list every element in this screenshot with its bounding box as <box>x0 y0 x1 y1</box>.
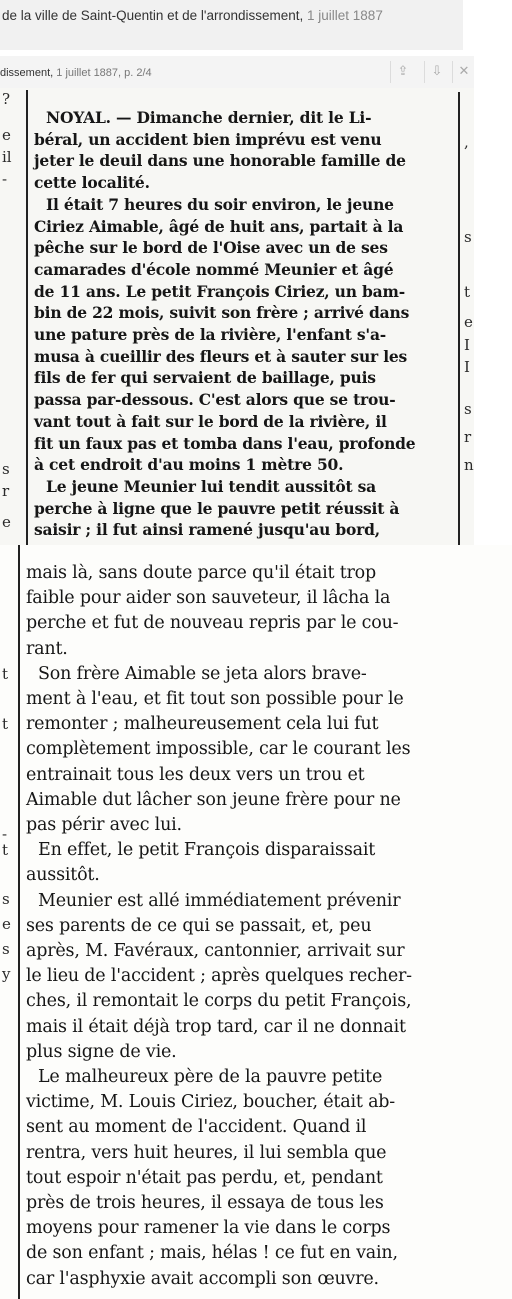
download-button[interactable] <box>424 61 449 83</box>
article-line: Le malheureux père de la pauvre petite <box>38 1067 383 1087</box>
article-line: perche et fut de nouveau repris par le cou- <box>26 613 399 634</box>
document-title <box>2 8 383 23</box>
article-line: fils de fer qui servaient de baillage, puis <box>34 368 376 388</box>
column-rule-left <box>18 545 20 1299</box>
close-icon: ✕ <box>458 64 470 79</box>
article-line: près de trois heures, il essaya de tous les <box>26 1193 384 1213</box>
article-line: plus signe de vie. <box>26 1041 177 1062</box>
margin-fragment: e <box>2 915 11 933</box>
margin-fragment: t <box>2 715 9 733</box>
article-line: entrainait tous les deux vers un trou et <box>26 764 365 785</box>
article-line: de 11 ans. Le petit François Ciriez, un bam- <box>34 281 405 301</box>
article-line: fit un faux pas et tomba dans l'eau, profonde <box>34 433 416 453</box>
article-line: Aimable dut lâcher son jeune frère pour ne <box>26 789 401 810</box>
clipping-source <box>0 67 152 79</box>
share-button[interactable] <box>390 61 415 83</box>
article-line: passa par-dessous. C'est alors que se trou- <box>34 390 396 410</box>
article-line: ches, il remontait le corps du petit François, <box>26 991 412 1012</box>
source-date-page: 1 juillet 1887, p. 2/4 <box>56 67 152 79</box>
article-line: camarades d'école nommé Meunier et âgé <box>34 259 394 279</box>
margin-fragment: , <box>464 133 469 151</box>
margin-fragment: s <box>2 940 10 958</box>
margin-fragment: s <box>2 460 10 478</box>
share-icon: ⇪ <box>397 64 409 79</box>
margin-fragment: e <box>2 513 11 531</box>
margin-fragment: - <box>2 825 8 843</box>
newspaper-clipping-top <box>0 88 474 545</box>
margin-fragment: y <box>2 965 11 983</box>
article-line: le lieu de l'accident ; après quelques recher- <box>26 966 412 987</box>
article-line: Ciriez Aimable, âgé de huit ans, partait à la <box>34 216 404 236</box>
article-line: faible pour aider son sauveteur, il lâcha la <box>26 588 391 609</box>
article-line: perche à ligne que le pauvre petit réussit à <box>34 498 400 518</box>
margin-fragment: r <box>464 428 472 446</box>
article-line: ment à l'eau, et fit tout son possible pour le <box>26 689 404 709</box>
article-line: moyens pour ramener la vie dans le corps <box>26 1218 391 1239</box>
article-line: ses parents de ce qui se passait, et, peu <box>26 915 372 936</box>
margin-fragment: r <box>2 482 10 500</box>
clipping-toolbar <box>0 56 474 89</box>
article-line: béral, un accident bien imprévu est venu <box>34 129 382 149</box>
article-line: vant tout à fait sur le bord de la rivière, il <box>34 411 387 431</box>
source-name: dissement, <box>0 67 54 79</box>
article-line: Son frère Aimable se jeta alors brave- <box>38 663 367 684</box>
margin-fragment: s <box>464 400 472 418</box>
article-line: rentra, vers huit heures, il lui sembla que <box>26 1142 387 1163</box>
margin-fragment: il <box>2 148 12 166</box>
article-line: bin de 22 mois, suivit son frère ; arrivé dans <box>34 303 410 323</box>
margin-fragment: I <box>464 336 470 354</box>
article-line: de son enfant ; mais, hélas ! ce fut en vain, <box>26 1243 398 1264</box>
article-line: mais il était déjà trop tard, car il ne donnait <box>26 1016 406 1037</box>
margin-fragment: t <box>464 283 471 301</box>
article-line: saisir ; il fut ainsi ramené jusqu'au bord, <box>34 520 380 540</box>
article-line: sent au moment de l'accident. Quand il <box>26 1117 367 1138</box>
article-line: En effet, le petit François disparaissait <box>38 840 376 861</box>
newspaper-clipping-bottom <box>0 545 512 1299</box>
article-line: complètement impossible, car le courant les <box>26 739 411 760</box>
article-line: pas périr avec lui. <box>26 815 182 835</box>
article-line: Il était 7 heures du soir environ, le jeune <box>46 194 394 214</box>
column-rule-left <box>26 90 28 545</box>
article-line: jeter le deuil dans une honorable famille de <box>34 151 406 171</box>
article-line: tout espoir n'était pas perdu, et, pendant <box>26 1167 383 1188</box>
margin-fragment: s <box>2 890 10 908</box>
article-line: cette localité. <box>34 173 150 193</box>
article-line: aussitôt. <box>26 865 100 886</box>
download-icon: ⇩ <box>431 64 443 79</box>
article-line: à cet endroit d'au moins 1 mètre 50. <box>34 455 344 475</box>
article-line: victime, M. Louis Ciriez, boucher, était ab- <box>26 1092 396 1113</box>
margin-fragment: e <box>2 126 11 144</box>
margin-fragment: t <box>2 841 9 859</box>
article-line: une pature près de la rivière, l'enfant s'a- <box>34 325 387 344</box>
margin-fragment: t <box>2 665 9 683</box>
close-button[interactable] <box>452 61 475 83</box>
article-line: rant. <box>26 638 68 659</box>
document-title-bar <box>0 0 463 50</box>
margin-fragment: e <box>464 313 473 331</box>
article-line: pêche sur le bord de l'Oise avec un de ses <box>34 238 388 258</box>
margin-fragment: ? <box>2 90 11 108</box>
margin-fragment: I <box>464 358 470 376</box>
article-line: NOYAL. — Dimanche dernier, dit le Li- <box>46 108 372 127</box>
article-line: remonter ; malheureusement cela lui fut <box>26 714 379 735</box>
document-title-text: de la ville de Saint-Quentin et de l'arrondissement, <box>2 8 304 23</box>
article-line: après, M. Favéraux, cantonnier, arrivait sur <box>26 941 405 961</box>
margin-fragment: n <box>464 456 474 474</box>
article-line: Meunier est allé immédiatement prévenir <box>38 890 401 911</box>
margin-fragment: - <box>2 170 8 188</box>
article-line: car l'asphyxie avait accompli son œuvre. <box>26 1268 379 1289</box>
article-line: mais là, sans doute parce qu'il était trop <box>26 563 377 583</box>
article-line: Le jeune Meunier lui tendit aussitôt sa <box>46 476 376 496</box>
article-line: musa à cueillir des fleurs et à sauter sur les <box>34 346 408 366</box>
column-rule-right <box>458 92 460 545</box>
document-date: 1 juillet 1887 <box>307 8 383 23</box>
margin-fragment: s <box>464 228 472 246</box>
